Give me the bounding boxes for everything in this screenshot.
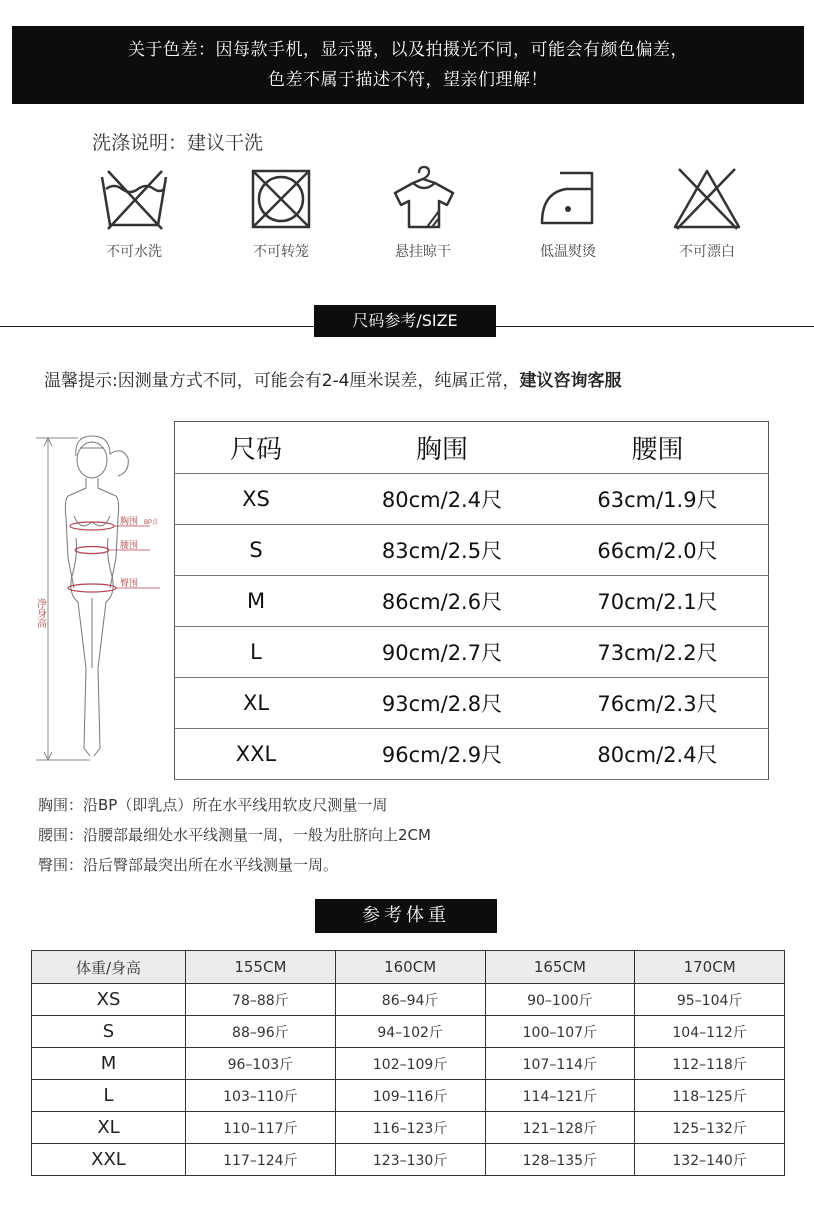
weight-cell: 112–118斤 [635, 1048, 785, 1080]
weight-cell: 100–107斤 [485, 1016, 635, 1048]
table-row [175, 678, 769, 729]
table-row [32, 1048, 785, 1080]
table-row [32, 1144, 785, 1176]
height-165-header: 165CM [485, 951, 635, 984]
size-cell: L [32, 1080, 186, 1112]
weight-cell: 110–117斤 [186, 1112, 336, 1144]
chest-cell: 80cm/2.4尺 [337, 474, 547, 525]
size-section-label: 尺码参考/SIZE [314, 305, 496, 337]
size-cell: M [175, 576, 338, 627]
weight-cell: 78–88斤 [186, 984, 336, 1016]
table-row [175, 525, 769, 576]
height-160-header: 160CM [335, 951, 485, 984]
weight-cell: 90–100斤 [485, 984, 635, 1016]
tip-text: 温馨提示:因测量方式不同，可能会有2-4厘米误差，纯属正常， [44, 371, 520, 391]
measurement-tip [44, 366, 622, 391]
size-cell: XL [32, 1112, 186, 1144]
bp-label: BP点 [144, 520, 159, 526]
weight-cell: 109–116斤 [335, 1080, 485, 1112]
table-row [175, 627, 769, 678]
notice-line-2: 色差不属于描述不符，望亲们理解！ [268, 70, 548, 90]
weight-cell: 114–121斤 [485, 1080, 635, 1112]
waist-cell: 76cm/2.3尺 [547, 678, 769, 729]
weight-cell: 102–109斤 [335, 1048, 485, 1080]
weight-cell: 117–124斤 [186, 1144, 336, 1176]
care-item-no-bleach [652, 163, 762, 261]
table-row [32, 1080, 785, 1112]
size-cell: XL [175, 678, 338, 729]
care-item-no-tumble [226, 163, 336, 261]
weight-cell: 128–135斤 [485, 1144, 635, 1176]
waist-cell: 63cm/1.9尺 [547, 474, 769, 525]
weight-cell: 121–128斤 [485, 1112, 635, 1144]
note-chest: 胸围：沿BP（即乳点）所在水平线用软皮尺测量一周 [38, 796, 388, 814]
care-label: 不可水洗 [106, 244, 162, 260]
size-cell: S [32, 1016, 186, 1048]
weight-cell: 88–96斤 [186, 1016, 336, 1048]
color-notice-banner [12, 26, 804, 104]
waist-cell: 80cm/2.4尺 [547, 729, 769, 780]
size-chart-table [174, 421, 769, 780]
weight-cell: 125–132斤 [635, 1112, 785, 1144]
waist-cell: 66cm/2.0尺 [547, 525, 769, 576]
no-tumble-dry-icon [243, 163, 319, 235]
table-row [175, 729, 769, 780]
table-row [32, 1112, 785, 1144]
low-temp-iron-icon [530, 163, 606, 235]
tip-contact-service: 建议咨询客服 [519, 371, 622, 391]
waist-label: 腰围 [120, 540, 139, 550]
body-measurement-figure [30, 408, 170, 768]
note-waist: 腰围：沿腰部最细处水平线测量一周，一般为肚脐向上2CM [38, 826, 431, 844]
care-title: 洗涤说明：建议干洗 [92, 132, 264, 154]
size-cell: M [32, 1048, 186, 1080]
size-cell: L [175, 627, 338, 678]
waist-header: 腰围 [547, 422, 769, 474]
weight-section-label: 参考体重 [315, 899, 497, 933]
chest-label: 胸围 [120, 516, 139, 526]
care-label: 不可漂白 [679, 244, 735, 260]
size-cell: XS [175, 474, 338, 525]
size-cell: S [175, 525, 338, 576]
no-bleach-icon [669, 163, 745, 235]
notice-line-1: 关于色差：因每款手机，显示器，以及拍摄光不同，可能会有颜色偏差， [128, 40, 688, 60]
weight-cell: 123–130斤 [335, 1144, 485, 1176]
size-cell: XXL [32, 1144, 186, 1176]
size-cell: XS [32, 984, 186, 1016]
care-label: 悬挂晾干 [395, 244, 451, 260]
chest-cell: 90cm/2.7尺 [337, 627, 547, 678]
hang-dry-icon [385, 163, 461, 235]
care-label: 低温熨烫 [540, 244, 596, 260]
height-155-header: 155CM [186, 951, 336, 984]
weight-chart-table [31, 950, 785, 1176]
weight-cell: 95–104斤 [635, 984, 785, 1016]
weight-cell: 118–125斤 [635, 1080, 785, 1112]
care-item-low-temp-iron [513, 163, 623, 261]
weight-cell: 107–114斤 [485, 1048, 635, 1080]
weight-cell: 94–102斤 [335, 1016, 485, 1048]
waist-cell: 73cm/2.2尺 [547, 627, 769, 678]
chest-header: 胸围 [337, 422, 547, 474]
size-table-header-row [175, 422, 769, 474]
waist-cell: 70cm/2.1尺 [547, 576, 769, 627]
table-row [32, 984, 785, 1016]
chest-cell: 86cm/2.6尺 [337, 576, 547, 627]
care-label: 不可转笼 [253, 244, 309, 260]
care-item-no-wash [79, 163, 189, 261]
note-hip: 臀围：沿后臀部最突出所在水平线测量一周。 [38, 856, 339, 874]
weight-cell: 86–94斤 [335, 984, 485, 1016]
weight-height-header: 体重/身高 [32, 951, 186, 984]
chest-cell: 83cm/2.5尺 [337, 525, 547, 576]
table-row [175, 576, 769, 627]
size-cell: XXL [175, 729, 338, 780]
weight-cell: 116–123斤 [335, 1112, 485, 1144]
no-wash-icon [96, 163, 172, 235]
hip-label: 臀围 [120, 578, 139, 588]
weight-cell: 96–103斤 [186, 1048, 336, 1080]
weight-cell: 103–110斤 [186, 1080, 336, 1112]
table-row [175, 474, 769, 525]
height-label: 净身高 [34, 598, 46, 628]
chest-cell: 96cm/2.9尺 [337, 729, 547, 780]
care-item-hang-dry [368, 163, 478, 261]
height-170-header: 170CM [635, 951, 785, 984]
size-header: 尺码 [175, 422, 338, 474]
weight-table-header-row [32, 951, 785, 984]
chest-cell: 93cm/2.8尺 [337, 678, 547, 729]
weight-cell: 132–140斤 [635, 1144, 785, 1176]
table-row [32, 1016, 785, 1048]
weight-cell: 104–112斤 [635, 1016, 785, 1048]
